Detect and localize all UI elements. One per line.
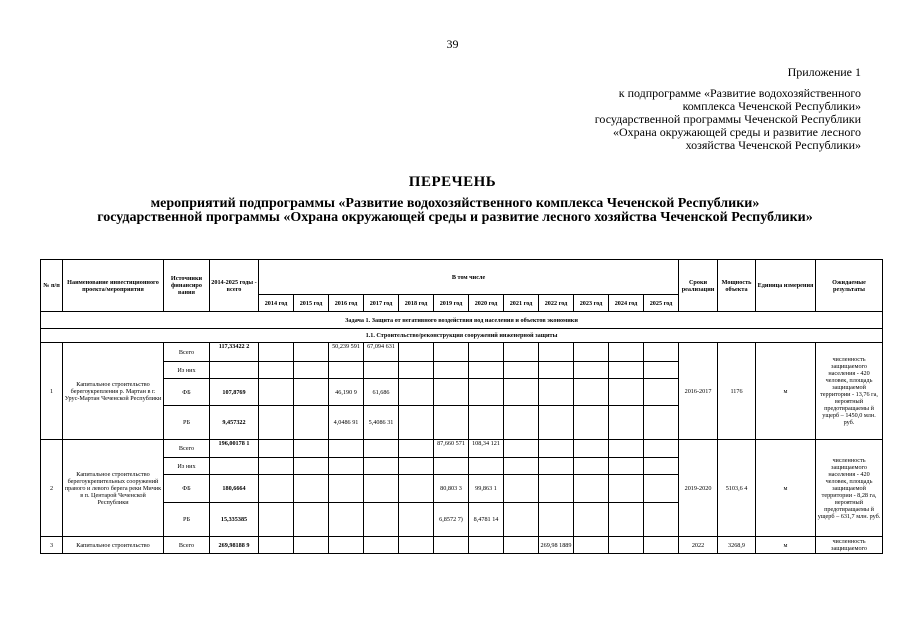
- year-cell: 67,094 631: [364, 343, 399, 362]
- year-header: 2017 год: [364, 295, 399, 312]
- year-cell: [294, 343, 329, 362]
- year-header: 2018 год: [399, 295, 434, 312]
- year-cell: [574, 343, 609, 362]
- year-header: 2024 год: [609, 295, 644, 312]
- year-cell: 4,0486 91: [329, 406, 364, 440]
- appendix-line: комплекса Чеченской Республики»: [682, 99, 861, 113]
- page-number: 39: [446, 37, 459, 51]
- year-cell: [539, 343, 574, 362]
- year-cell: 61,686: [364, 379, 399, 406]
- header-incl: В том числе: [259, 260, 679, 295]
- year-cell: 269,98 1889: [539, 537, 574, 554]
- source-cell: ФБ: [164, 475, 210, 503]
- year-cell: 50,239 591: [329, 343, 364, 362]
- year-cell: [644, 343, 679, 362]
- year-header: 2023 год: [574, 295, 609, 312]
- year-header: 2015 год: [294, 295, 329, 312]
- year-cell: [399, 343, 434, 362]
- header-row: [41, 260, 883, 295]
- total-cell: 269,98188 9: [210, 537, 259, 554]
- capacity-cell: 3268,9: [718, 537, 756, 554]
- appendix-note: [531, 66, 861, 152]
- unit-cell: м: [756, 343, 816, 440]
- header-term: Сроки реализации: [679, 260, 718, 312]
- year-cell: 99,863 1: [469, 475, 504, 503]
- task-row: [41, 312, 883, 329]
- source-cell: Всего: [164, 343, 210, 362]
- appendix-line: Приложение 1: [787, 65, 861, 79]
- appendix-line: государственной программы Чеченской Республики: [594, 112, 861, 126]
- year-header: 2016 год: [329, 295, 364, 312]
- year-header: 2025 год: [644, 295, 679, 312]
- project-name: Капитальное строительство берегоукрепительных сооружений правого и левого берега реки Мичик в п. Центарой Чеченской Республики: [63, 440, 164, 537]
- capacity-cell: 1176: [718, 343, 756, 440]
- year-cell: [504, 343, 539, 362]
- year-cell: [434, 343, 469, 362]
- year-cell: 5,4086 31: [364, 406, 399, 440]
- document-title: ПЕРЕЧЕНЬ: [408, 174, 497, 190]
- year-cell: 80,803 3: [434, 475, 469, 503]
- project-number: 2: [41, 440, 63, 537]
- total-cell: 15,335385: [210, 503, 259, 537]
- total-cell: 117,33422 2: [210, 343, 259, 362]
- project-number: 1: [41, 343, 63, 440]
- year-header: 2019 год: [434, 295, 469, 312]
- year-header: 2021 год: [504, 295, 539, 312]
- source-cell: Из них: [164, 362, 210, 379]
- year-cell: 108,34 121: [469, 440, 504, 458]
- header-name: Наименование инвестиционного проекта/мероприятия: [63, 260, 164, 312]
- source-cell: РБ: [164, 406, 210, 440]
- section-row: [41, 329, 883, 343]
- section-title: 1.1. Строительство/реконструкция сооружений инженерной защиты: [41, 329, 883, 343]
- measures-table: [40, 259, 883, 554]
- year-cell: 8,4781 14: [469, 503, 504, 537]
- year-cell: 6,8572 7): [434, 503, 469, 537]
- term-cell: 2016-2017: [679, 343, 718, 440]
- capacity-cell: 5103,6 4: [718, 440, 756, 537]
- project-number: 3: [41, 537, 63, 554]
- source-cell: Из них: [164, 458, 210, 475]
- total-cell: [210, 362, 259, 379]
- total-cell: [210, 458, 259, 475]
- project-name: Капитальное строительство берегоукрепления р. Мартан в г. Урус-Мартан Чеченской Республики: [63, 343, 164, 440]
- source-cell: ФБ: [164, 379, 210, 406]
- result-cell: численность защищаемого: [816, 537, 883, 554]
- year-cell: 46,190 9: [329, 379, 364, 406]
- project-name: Капитальное строительство: [63, 537, 164, 554]
- document-subtitle: [40, 197, 870, 225]
- appendix-line: к подпрограмме «Развитие водохозяйственного: [618, 86, 861, 100]
- year-header: 2014 год: [259, 295, 294, 312]
- unit-cell: м: [756, 537, 816, 554]
- subtitle-line: государственной программы «Охрана окружающей среды и развитие лесного хозяйства Чеченской Республики»: [97, 210, 813, 225]
- header-total: 2014-2025 годы - всего: [210, 260, 259, 312]
- total-cell: 180,6664: [210, 475, 259, 503]
- source-cell: Всего: [164, 537, 210, 554]
- total-cell: 107,8769: [210, 379, 259, 406]
- year-cell: [469, 343, 504, 362]
- term-cell: 2022: [679, 537, 718, 554]
- term-cell: 2019-2020: [679, 440, 718, 537]
- header-capacity: Мощность объекта: [718, 260, 756, 312]
- unit-cell: м: [756, 440, 816, 537]
- year-cell: [259, 343, 294, 362]
- year-cell: 87,660 571: [434, 440, 469, 458]
- appendix-line: хозяйства Чеченской Республики»: [685, 138, 861, 152]
- result-cell: численность защищаемого населения - 420 человек, площадь защищаемой территории - 8,28 га, вероятный предотвращаемы й ущерб – 631,7 млн. руб.: [816, 440, 883, 537]
- source-cell: Всего: [164, 440, 210, 458]
- task-title: Задача 1. Защита от негативного воздействия вод населения и объектов экономики: [41, 312, 883, 329]
- year-header: 2022 год: [539, 295, 574, 312]
- total-cell: 9,457322: [210, 406, 259, 440]
- year-header: 2020 год: [469, 295, 504, 312]
- table-row: [41, 343, 883, 362]
- header-no: № п/п: [41, 260, 63, 312]
- table-row: [41, 537, 883, 554]
- result-cell: численность защищаемого населения - 420 человек, площадь защищаемой территории - 13,76 га, вероятный предотвращаемы й ущерб – 1450,0 млн. руб.: [816, 343, 883, 440]
- header-unit: Единица измерения: [756, 260, 816, 312]
- appendix-line: «Охрана окружающей среды и развитие лесного: [612, 125, 861, 139]
- subtitle-line: мероприятий подпрограммы «Развитие водохозяйственного комплекса Чеченской Республики»: [150, 196, 760, 211]
- table-row: [41, 440, 883, 458]
- header-source: Источники финансиро вания: [164, 260, 210, 312]
- total-cell: 196,00178 1: [210, 440, 259, 458]
- year-cell: [609, 343, 644, 362]
- source-cell: РБ: [164, 503, 210, 537]
- header-result: Ожидаемые результаты: [816, 260, 883, 312]
